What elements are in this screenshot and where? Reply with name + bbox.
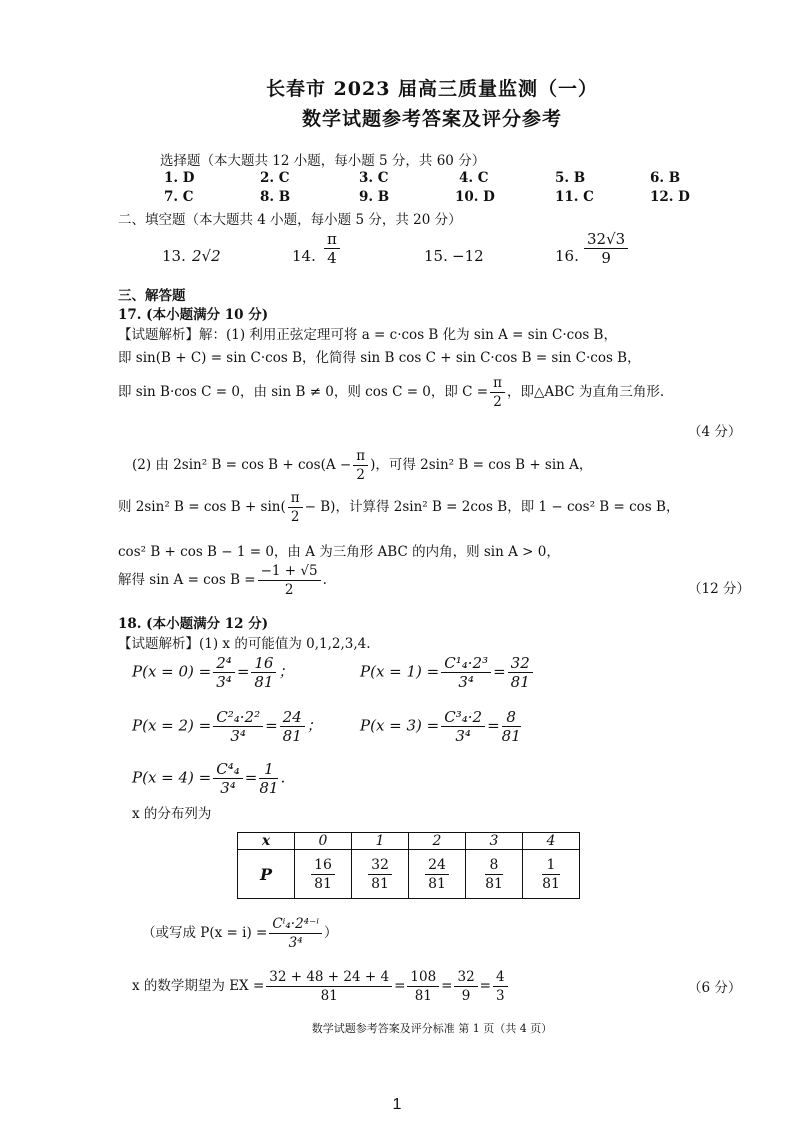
table-cell: $\frac{32}{81}$	[352, 850, 409, 899]
alt-formula: （或写成 P(x = i) = $\frac{\text{Cⁱ₄·2⁴⁻ⁱ}}{\text{3⁴}}$ ）	[142, 916, 338, 951]
page-footer: 数学试题参考答案及评分标准 第 1 页（共 4 页）	[311, 1022, 553, 1035]
answer-7: 7. C	[164, 189, 194, 205]
q13-label: 13.	[162, 247, 186, 265]
table-row-label: P	[238, 850, 295, 899]
q17-line3: 即 sin B·cos C = 0，由 sin B ≠ 0，则 cos C = 0，即 C = $\frac{\pi}{2}$ ，即△ABC 为直角三角形.	[118, 375, 665, 410]
q13-value: 2√2	[192, 247, 221, 265]
q17-heading: 17. (本小题满分 10 分)	[118, 307, 269, 323]
prob-x0: P(x = 0) = $\frac{\text{2⁴}}{\text{3⁴}}$ = $\frac{16}{81}$ ；	[132, 654, 294, 691]
section1-heading: 选择题（本大题共 12 小题，每小题 5 分，共 60 分）	[160, 153, 486, 169]
q15-label: 15.	[424, 247, 448, 265]
answer-10: 10. D	[455, 189, 495, 205]
answer-4: 4. C	[459, 170, 489, 186]
answer-2: 2. C	[260, 170, 290, 186]
table-cell: x	[238, 833, 295, 850]
q17-line4: (2) 由 2sin² B = cos B + cos(A − $\frac{\pi}{2}$ )，可得 2sin² B = cos B + sin A，	[132, 448, 593, 483]
q17-line2: 即 sin(B + C) = sin C·cos B，化简得 sin B cos C + sin C·cos B = sin C·cos B，	[118, 350, 641, 366]
table-cell: 3	[466, 833, 523, 850]
q16-value: $\frac{32√3}{9}$	[582, 230, 630, 267]
q18-score: （6 分）	[688, 980, 742, 996]
table-header-row	[238, 833, 580, 850]
answer-12: 12. D	[650, 189, 690, 205]
q14-label: 14.	[292, 247, 316, 265]
table-cell: 0	[295, 833, 352, 850]
q18-heading: 18. (本小题满分 12 分)	[118, 616, 269, 632]
dist-intro: x 的分布列为	[132, 806, 212, 822]
doc-subtitle: 数学试题参考答案及评分参考	[301, 108, 562, 130]
answer-11: 11. C	[555, 189, 594, 205]
answer-8: 8. B	[260, 189, 291, 205]
table-cell: 2	[409, 833, 466, 850]
q17-line7: 解得 sin A = cos B = $\frac{-1 + √5}{2}$ .	[118, 563, 327, 598]
expectation: x 的数学期望为 EX = $\frac{32 + 48 + 24 + 4}{81}$ = $\frac{108}{81}$ = $\frac{32}{9}$ = $\frac{4}{3}$	[132, 968, 510, 1005]
answer-6: 6. B	[650, 170, 681, 186]
table-cell: $\frac{16}{81}$	[295, 850, 352, 899]
answer-1: 1. D	[164, 170, 195, 186]
q16-label: 16.	[555, 247, 579, 265]
scanned-sheet	[112, 62, 752, 1047]
prob-x4: P(x = 4) = $\frac{\text{C⁴₄}}{\text{3⁴}}$ = $\frac{1}{81}$ .	[132, 760, 286, 797]
table-cell: $\frac{8}{81}$	[466, 850, 523, 899]
q18-line1: 【试题解析】(1) x 的可能值为 0,1,2,3,4.	[118, 636, 371, 652]
page-number: 1	[392, 1096, 402, 1113]
section3-heading: 三、解答题	[118, 288, 186, 304]
q17-score2: （12 分）	[688, 581, 750, 597]
table-cell: 1	[352, 833, 409, 850]
q17-line5: 则 2sin² B = cos B + sin( $\frac{\pi}{2}$ − B)，计算得 2sin² B = 2cos B，即 1 − cos² B = cos B，	[118, 490, 680, 525]
q14-value: $\frac{\pi}{4}$	[322, 230, 342, 267]
answer-9: 9. B	[359, 189, 390, 205]
doc-title: 长春市 2023 届高三质量监测（一）	[265, 78, 599, 100]
table-row	[238, 850, 580, 899]
prob-x2: P(x = 2) = $\frac{\text{C²₄·2²}}{\text{3⁴}}$ = $\frac{24}{81}$ ；	[132, 708, 322, 745]
q17-score1: （4 分）	[688, 424, 742, 440]
table-cell: $\frac{1}{81}$	[523, 850, 580, 899]
answer-3: 3. C	[359, 170, 389, 186]
section2-heading: 二、填空题（本大题共 4 小题，每小题 5 分，共 20 分）	[118, 212, 462, 228]
prob-x1: P(x = 1) = $\frac{\text{C¹₄·2³}}{\text{3⁴}}$ = $\frac{32}{81}$	[360, 654, 535, 691]
distribution-table	[237, 832, 580, 899]
q17-line6: cos² B + cos B − 1 = 0，由 A 为三角形 ABC 的内角，则 sin A > 0，	[118, 544, 560, 560]
table-cell: 4	[523, 833, 580, 850]
q17-line1: 【试题解析】解：(1) 利用正弦定理可将 a = c·cos B 化为 sin A = sin C·cos B，	[118, 327, 617, 343]
q15-value: −12	[452, 247, 484, 265]
table-cell: $\frac{24}{81}$	[409, 850, 466, 899]
prob-x3: P(x = 3) = $\frac{\text{C³₄·2}}{\text{3⁴}}$ = $\frac{8}{81}$	[360, 708, 521, 745]
answer-5: 5. B	[555, 170, 586, 186]
